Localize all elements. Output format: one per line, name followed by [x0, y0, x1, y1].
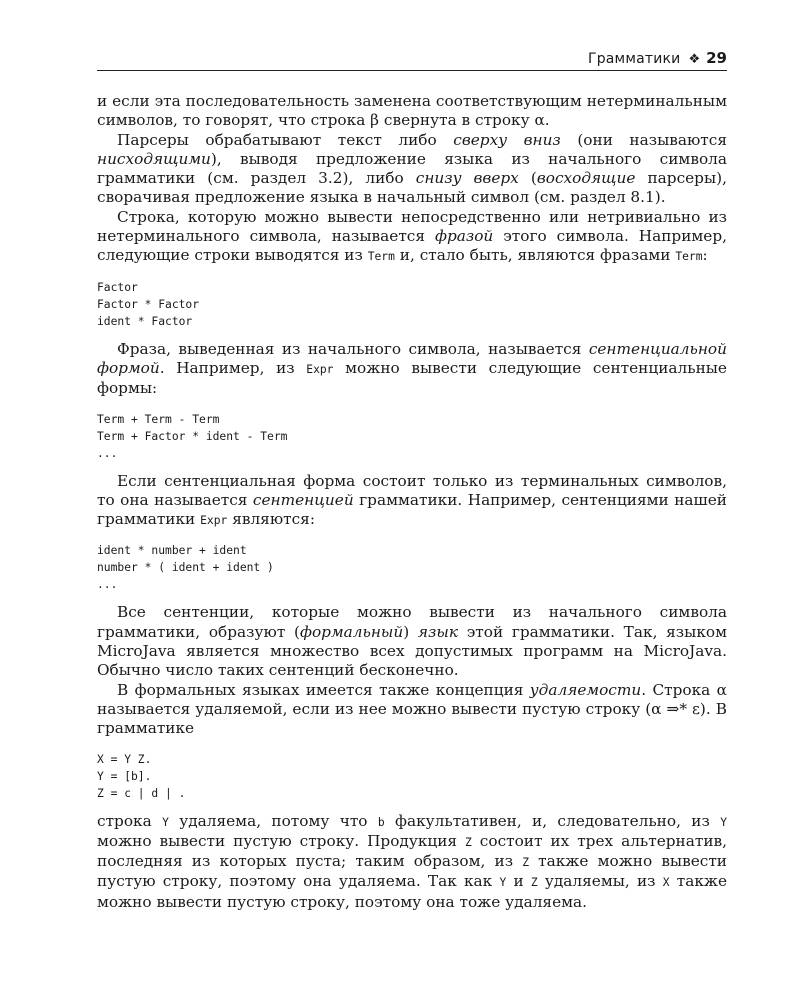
- code-y: Y: [720, 815, 727, 829]
- chapter-title: Грамматики: [587, 51, 681, 67]
- running-head: [97, 48, 727, 68]
- code-line: Term + Factor * ident - Term: [97, 429, 288, 443]
- term-descending: нисходящими: [97, 149, 211, 168]
- code-x: X: [662, 876, 670, 890]
- code-line: ...: [97, 578, 118, 592]
- code-block-grammar: [97, 751, 727, 802]
- paragraph-5: Если сентенциальная форма состоит только из терминальных символов, то она называется сентенцией грамматики. Например, сентенциями нашей грамматики Expr являются:: [97, 471, 727, 529]
- code-line: ident * Factor: [97, 314, 193, 328]
- term-formal: формальный: [299, 622, 404, 641]
- paragraph-3: Строка, которую можно вывести непосредственно или нетривиально из нетерминального символа, называется фразой этого символа. Например, следующие строки выводятся из Term и, стало быть, являются фразами Term:: [97, 207, 727, 265]
- code-z: Z: [530, 876, 538, 890]
- code-line: Factor: [97, 280, 138, 294]
- paragraph-4: Фраза, выведенная из начального символа, называется сентенциальной формой. Например, из Expr можно вывести следующие сентенциальные формы:: [97, 339, 727, 398]
- term-ascending: восходящие: [536, 169, 636, 188]
- paragraph-1: и если эта последовательность заменена соответствующим нетерминальным символов, то говорят, что строка β свернута в строку α.: [97, 92, 727, 130]
- code-y: Y: [162, 815, 169, 829]
- paragraph-7: В формальных языках имеется также концепция удаляемости. Строка α называется удаляемой, если из нее можно вывести пустую строку (α ⇒* ε). В грамматике: [97, 680, 727, 738]
- code-line: ident * number + ident: [97, 544, 247, 558]
- code-expr: Expr: [200, 514, 228, 528]
- header-rule: [97, 70, 727, 71]
- code-line: Y = [b].: [97, 769, 152, 783]
- term-language: язык: [417, 622, 458, 641]
- ornament-icon: ❖: [688, 52, 701, 67]
- code-line: number * ( ident + ident ): [97, 561, 274, 575]
- code-term: Term: [675, 250, 703, 264]
- code-line: ...: [97, 446, 118, 460]
- code-expr: Expr: [306, 362, 334, 376]
- code-z: Z: [522, 856, 530, 870]
- code-line: Z = c | d | .: [97, 786, 186, 800]
- paragraph-6: Все сентенции, которые можно вывести из начального символа грамматики, образуют (формальный) язык этой грамматики. Так, языком MicroJava является множество всех допустимых программ на MicroJava. Обычно число таких сентенций бесконечно.: [97, 603, 727, 680]
- book-page: [97, 48, 727, 912]
- term-top-down: сверху вниз: [453, 130, 561, 149]
- term-deletability: удаляемости: [529, 680, 642, 699]
- code-z: Z: [465, 835, 472, 849]
- page-number: 29: [706, 49, 727, 67]
- code-block-sentential-forms: [97, 411, 727, 462]
- term-phrase: фразой: [434, 227, 494, 246]
- code-block-sentences: [97, 542, 727, 593]
- code-term: Term: [367, 250, 395, 264]
- code-b: b: [377, 815, 385, 829]
- code-line: X = Y Z.: [97, 752, 152, 766]
- code-block-phrases: [97, 279, 727, 330]
- paragraph-2: Парсеры обрабатывают текст либо сверху вниз (они называются нисходящими), выводя предложение языка из начального символа грамматики (см. раздел 3.2), либо снизу вверх (восходящие парсеры), сворачивая предложение языка в начальный символ (см. раздел 8.1).: [97, 130, 727, 207]
- code-line: Term + Term - Term: [97, 412, 220, 426]
- term-sentential-form: сентенциальной формой: [97, 339, 727, 377]
- code-line: Factor * Factor: [97, 297, 200, 311]
- paragraph-8: строка Y удаляема, потому что b факультативен, и, следовательно, из Y можно вывести пустую строку. Продукция Z состоит их трех альтернатив, последняя из которых пуста; таким образом, из Z также можно вывести пустую строку, поэтому она удаляема. Так как Y и Z удаляемы, из X также можно вывести пустую строку, поэтому она тоже удаляема.: [97, 811, 727, 911]
- term-sentence: сентенцией: [252, 490, 354, 509]
- code-y: Y: [499, 876, 507, 890]
- term-bottom-up: снизу вверх: [415, 169, 519, 188]
